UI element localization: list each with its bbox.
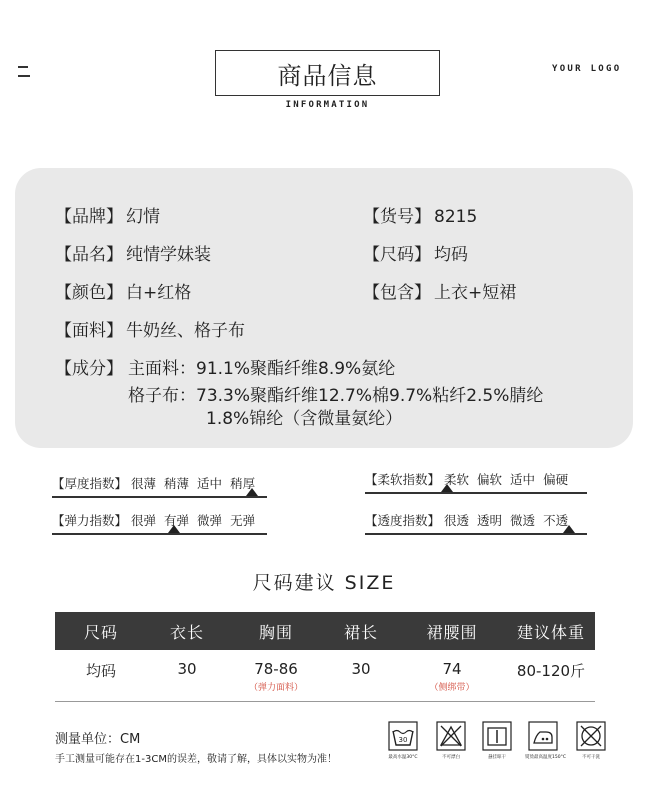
- info-color-label: 【颜色】: [55, 283, 123, 303]
- scale-softness-option: 偏硬: [543, 472, 569, 487]
- care-no-bleach-label: 不可漂白: [441, 754, 460, 760]
- care-no-dry-clean: [571, 721, 611, 760]
- cell-skirt-waist-note: （侧绑带）: [429, 683, 475, 693]
- cell-bust-value: 78-86: [254, 660, 298, 678]
- cell-weight-value: 80-120斤: [516, 662, 586, 680]
- info-includes-value: 上衣+短裙: [434, 283, 517, 303]
- scale-thickness-option: 很薄: [131, 476, 157, 491]
- scale-elasticity-line: [52, 533, 267, 535]
- header-skirt-waist: 裙腰围: [426, 622, 478, 642]
- scale-transparency-label: 【透度指数】: [365, 513, 441, 528]
- scale-elasticity-option: 微弹: [197, 513, 223, 528]
- care-iron: [523, 721, 566, 760]
- info-brand-label: 【品牌】: [55, 207, 123, 227]
- page-title: 商品信息: [215, 50, 440, 96]
- scale-transparency-option: 微透: [510, 513, 536, 528]
- info-color-value: 白+红格: [126, 283, 192, 303]
- care-wash-label: 最高水温30°C: [388, 754, 418, 760]
- cell-top-length-value: 30: [177, 660, 197, 678]
- size-table-header: [55, 612, 595, 650]
- info-includes-label: 【包含】: [363, 283, 431, 303]
- info-color: [55, 278, 191, 303]
- scale-softness-options: [365, 470, 576, 488]
- info-fabric-label: 【面料】: [55, 321, 123, 341]
- no-tumble-dry-icon: [576, 721, 606, 751]
- care-wash: [383, 721, 423, 760]
- composition-line-3: 1.8%锦纶（含微量氨纶）: [206, 409, 403, 429]
- scale-transparency-option: 很透: [444, 513, 470, 528]
- info-size-label: 【尺码】: [363, 245, 431, 265]
- cell-skirt-length: [325, 650, 397, 701]
- measurement-note: 手工测量可能存在1-3CM的误差，敬请了解，具体以实物为准！: [55, 754, 337, 765]
- page-subtitle: INFORMATION: [285, 100, 370, 110]
- info-sku-value: 8215: [434, 207, 478, 227]
- scale-thickness-label: 【厚度指数】: [52, 476, 128, 491]
- scale-softness-option: 柔软: [444, 472, 470, 487]
- scale-transparency-option: 不透: [543, 513, 569, 528]
- care-iron-label: 熨烫最高温度150°C: [525, 754, 566, 760]
- composition-line-2: 格子布：73.3%聚酯纤维12.7%棉9.7%粘纤2.5%腈纶: [128, 386, 544, 406]
- scale-softness-indicator: [441, 484, 453, 492]
- scale-transparency-indicator: [563, 525, 575, 533]
- iron-150-icon: [528, 721, 558, 751]
- brand-logo: YOUR LOGO: [552, 64, 622, 74]
- scale-elasticity-option: 有弹: [164, 513, 190, 528]
- info-size-value: 均码: [434, 245, 468, 265]
- scale-elasticity-option: 很弹: [131, 513, 157, 528]
- scale-elasticity-options: [52, 511, 263, 529]
- info-size: [363, 240, 468, 265]
- measurement-unit: 测量单位：CM: [55, 732, 141, 747]
- cell-size-value: 均码: [85, 662, 116, 680]
- cell-top-length: [147, 650, 227, 701]
- header-weight: 建议体重: [516, 622, 585, 642]
- scale-softness-line: [365, 492, 587, 494]
- menu-icon: [18, 66, 30, 78]
- info-name-label: 【品名】: [55, 245, 123, 265]
- hang-dry-icon: [482, 721, 512, 751]
- scale-elasticity-indicator: [168, 525, 180, 533]
- scale-softness-option: 偏软: [477, 472, 503, 487]
- cell-bust: [227, 650, 325, 701]
- scale-transparency-option: 透明: [477, 513, 503, 528]
- scale-thickness-option: 适中: [197, 476, 223, 491]
- info-composition-label: 【成分】: [55, 359, 123, 379]
- header-bust: 胸围: [258, 622, 293, 642]
- info-sku: [363, 202, 477, 227]
- info-fabric-value: 牛奶丝、格子布: [126, 321, 245, 341]
- no-bleach-icon: [436, 721, 466, 751]
- scale-thickness-line: [52, 496, 267, 498]
- info-name-value: 纯情学妹装: [126, 245, 211, 265]
- care-no-bleach: [431, 721, 471, 760]
- info-brand-value: 幻情: [126, 207, 160, 227]
- care-hang-dry-label: 悬挂晾干: [487, 754, 506, 760]
- info-includes: [363, 278, 516, 303]
- composition-line-1: 主面料：91.1%聚酯纤维8.9%氨纶: [128, 359, 396, 379]
- scale-transparency: [365, 511, 587, 551]
- scale-thickness: [52, 474, 267, 514]
- scale-transparency-line: [365, 533, 587, 535]
- info-name: [55, 240, 211, 265]
- scale-softness-label: 【柔软指数】: [365, 472, 441, 487]
- scale-elasticity-label: 【弹力指数】: [52, 513, 128, 528]
- wash-30-icon: [388, 721, 418, 751]
- size-table: [55, 612, 595, 702]
- header-skirt-length: 裙长: [343, 622, 378, 642]
- scale-elasticity-option: 无弹: [230, 513, 256, 528]
- scale-thickness-options: [52, 474, 263, 492]
- header-size: 尺码: [83, 622, 118, 642]
- scale-softness-option: 适中: [510, 472, 536, 487]
- scale-elasticity: [52, 511, 267, 551]
- care-no-dry-clean-label: 不可干洗: [581, 754, 600, 760]
- info-fabric: [55, 316, 245, 341]
- scale-softness: [365, 470, 587, 510]
- info-brand: [55, 202, 160, 227]
- cell-bust-note: （弹力面料）: [248, 683, 303, 693]
- table-row: [55, 650, 595, 702]
- size-chart-title: 尺码建议 SIZE: [252, 572, 396, 594]
- cell-skirt-waist: [397, 650, 507, 701]
- svg-text:30: 30: [398, 736, 408, 744]
- scale-transparency-options: [365, 511, 576, 529]
- info-sku-label: 【货号】: [363, 207, 431, 227]
- cell-skirt-length-value: 30: [351, 660, 371, 678]
- scale-thickness-indicator: [246, 488, 258, 496]
- header-top-length: 衣长: [169, 622, 204, 642]
- scale-thickness-option: 稍薄: [164, 476, 190, 491]
- cell-weight: [507, 650, 595, 701]
- scale-thickness-option: 稍厚: [230, 476, 256, 491]
- cell-size: [55, 650, 147, 701]
- cell-skirt-waist-value: 74: [442, 660, 462, 678]
- care-hang-dry: [477, 721, 517, 760]
